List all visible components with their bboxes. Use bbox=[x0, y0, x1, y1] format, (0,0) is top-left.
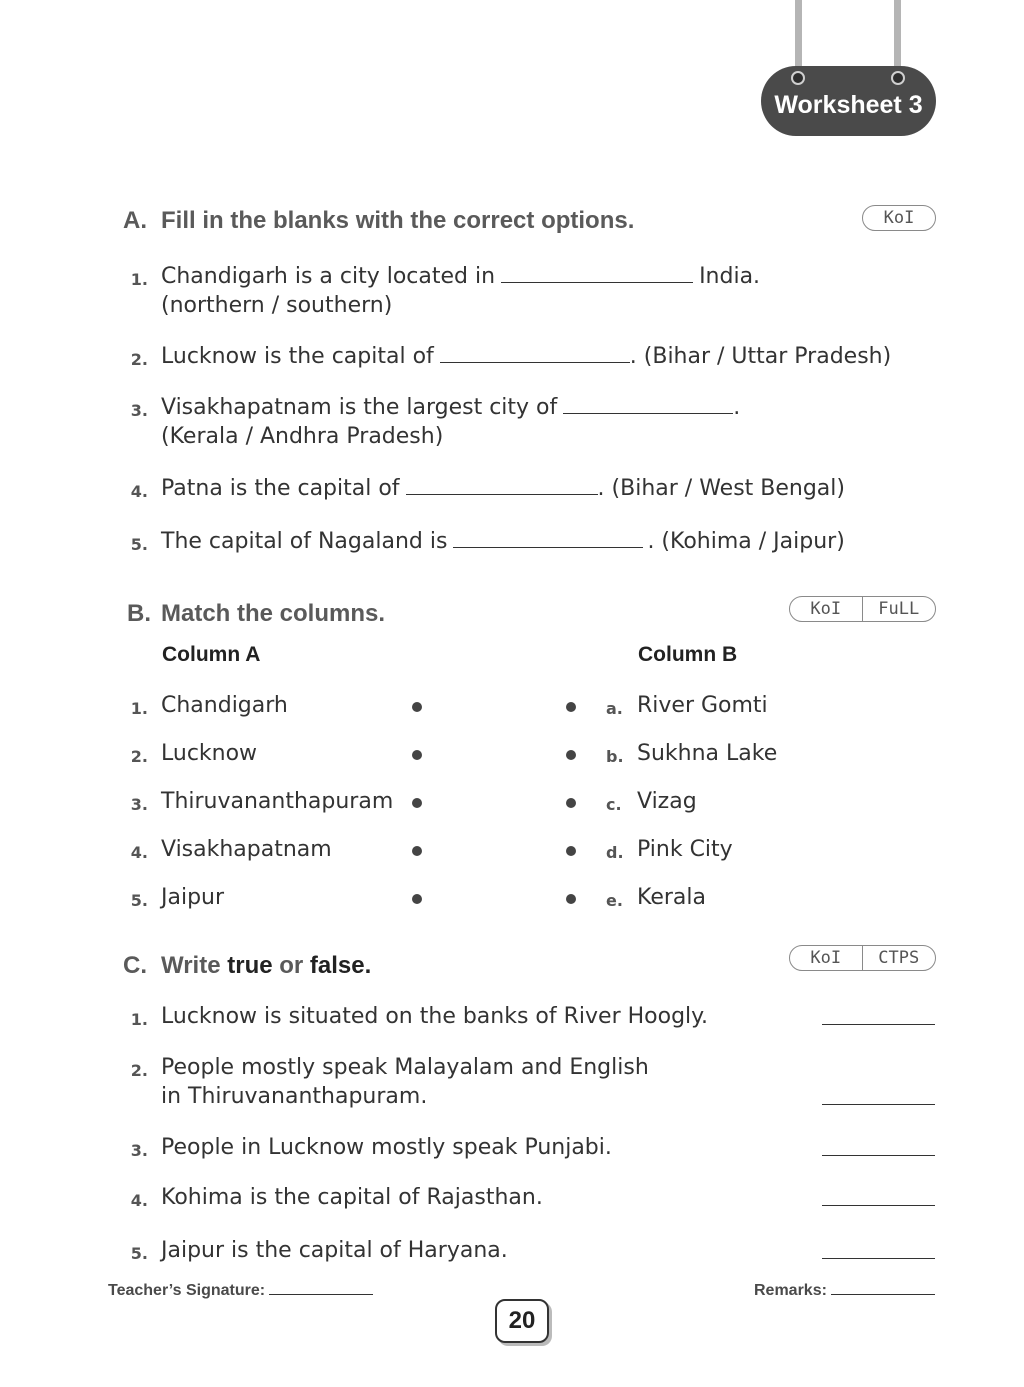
answer-blank[interactable] bbox=[501, 281, 693, 283]
answer-blank[interactable] bbox=[822, 1103, 935, 1105]
fill-blank-question bbox=[161, 264, 760, 289]
match-dot-left[interactable] bbox=[412, 750, 422, 760]
section-a-letter: A. bbox=[123, 207, 147, 234]
item-number: 5. bbox=[130, 535, 148, 554]
match-dot-left[interactable] bbox=[412, 846, 422, 856]
title-text: or bbox=[272, 952, 310, 979]
question-text: Lucknow is the capital of bbox=[161, 344, 434, 369]
answer-blank[interactable] bbox=[440, 361, 630, 363]
worksheet-label: Worksheet 3 bbox=[761, 66, 936, 136]
page-number: 20 bbox=[495, 1299, 549, 1343]
item-number: 2. bbox=[130, 350, 148, 369]
item-number: 5. bbox=[130, 1244, 148, 1263]
question-text: India. bbox=[699, 264, 761, 289]
statement-text: People in Lucknow mostly speak Punjabi. bbox=[161, 1135, 612, 1160]
column-b-item: Vizag bbox=[637, 789, 697, 814]
statement-text: Lucknow is situated on the banks of River Hoogly. bbox=[161, 1004, 709, 1029]
match-dot-right[interactable] bbox=[566, 894, 576, 904]
item-letter: d. bbox=[606, 843, 624, 862]
item-number: 2. bbox=[130, 747, 148, 766]
question-text: The capital of Nagaland is bbox=[161, 529, 448, 554]
remarks bbox=[754, 1282, 935, 1300]
title-false: false bbox=[309, 952, 365, 979]
title-text: . bbox=[364, 952, 372, 979]
item-letter: e. bbox=[606, 891, 623, 910]
question-text: . (Bihar / Uttar Pradesh) bbox=[629, 344, 892, 369]
tag-ring-right bbox=[891, 71, 905, 85]
statement-text: Kohima is the capital of Rajasthan. bbox=[161, 1185, 543, 1210]
column-a-item: Chandigarh bbox=[161, 693, 288, 718]
question-text: Patna is the capital of bbox=[161, 476, 400, 501]
answer-blank[interactable] bbox=[822, 1023, 935, 1025]
statement-text: People mostly speak Malayalam and English bbox=[161, 1055, 649, 1080]
match-dot-left[interactable] bbox=[412, 798, 422, 808]
section-b-letter: B. bbox=[127, 600, 151, 627]
fill-blank-question bbox=[161, 476, 845, 501]
match-dot-left[interactable] bbox=[412, 894, 422, 904]
match-dot-right[interactable] bbox=[566, 846, 576, 856]
section-b-title: Match the columns. bbox=[161, 600, 386, 627]
item-letter: b. bbox=[606, 747, 624, 766]
column-b-item: Kerala bbox=[637, 885, 706, 910]
statement-text: in Thiruvananthapuram. bbox=[161, 1084, 428, 1109]
item-number: 4. bbox=[130, 1191, 148, 1210]
item-number: 4. bbox=[130, 482, 148, 501]
item-number: 3. bbox=[130, 401, 148, 420]
fill-blank-question bbox=[161, 344, 891, 369]
question-text: . (Kohima / Jaipur) bbox=[647, 529, 845, 554]
column-b-item: Pink City bbox=[637, 837, 733, 862]
match-dot-right[interactable] bbox=[566, 798, 576, 808]
answer-blank[interactable] bbox=[822, 1154, 935, 1156]
column-a-item: Thiruvananthapuram bbox=[161, 789, 394, 814]
tag-ring-left bbox=[791, 71, 805, 85]
title-true: true bbox=[227, 952, 273, 979]
section-a-title: Fill in the blanks with the correct options. bbox=[161, 207, 635, 234]
column-b-item: Sukhna Lake bbox=[637, 741, 778, 766]
item-number: 2. bbox=[130, 1061, 148, 1080]
section-a-badge bbox=[862, 205, 936, 231]
signature-line[interactable] bbox=[269, 1294, 373, 1295]
item-number: 4. bbox=[130, 843, 148, 862]
question-text: Chandigarh is a city located in bbox=[161, 264, 496, 289]
column-a-item: Lucknow bbox=[161, 741, 258, 766]
item-number: 1. bbox=[130, 270, 148, 289]
options-text: (northern / southern) bbox=[161, 293, 393, 318]
answer-blank[interactable] bbox=[563, 412, 733, 414]
options-text: (Kerala / Andhra Pradesh) bbox=[161, 424, 444, 449]
section-b-badge bbox=[789, 596, 936, 622]
question-text: . bbox=[733, 395, 741, 420]
column-b-item: River Gomti bbox=[637, 693, 768, 718]
section-c-letter: C. bbox=[123, 952, 147, 979]
section-c-title bbox=[161, 952, 371, 980]
answer-blank[interactable] bbox=[822, 1204, 935, 1206]
answer-blank[interactable] bbox=[822, 1257, 935, 1259]
item-number: 3. bbox=[130, 795, 148, 814]
item-number: 1. bbox=[130, 699, 148, 718]
item-letter: a. bbox=[606, 699, 623, 718]
item-number: 1. bbox=[130, 1010, 148, 1029]
question-text: Visakhapatnam is the largest city of bbox=[161, 395, 558, 420]
column-a-item: Visakhapatnam bbox=[161, 837, 332, 862]
remarks-label: Remarks: bbox=[754, 1282, 827, 1299]
fill-blank-question bbox=[161, 395, 740, 420]
teacher-signature-label: Teacher’s Signature: bbox=[108, 1282, 266, 1299]
badge-full: FuLL bbox=[862, 597, 936, 621]
badge-koi: KoI bbox=[810, 599, 842, 619]
badge-koi: KoI bbox=[883, 208, 915, 228]
item-number: 3. bbox=[130, 1141, 148, 1160]
item-number: 5. bbox=[130, 891, 148, 910]
teacher-signature bbox=[108, 1282, 373, 1300]
badge-koi: KoI bbox=[810, 948, 842, 968]
match-dot-right[interactable] bbox=[566, 750, 576, 760]
match-dot-right[interactable] bbox=[566, 702, 576, 712]
fill-blank-question bbox=[161, 529, 845, 554]
question-text: . (Bihar / West Bengal) bbox=[597, 476, 845, 501]
remarks-line[interactable] bbox=[831, 1294, 935, 1295]
statement-text: Jaipur is the capital of Haryana. bbox=[161, 1238, 508, 1263]
title-text: Write bbox=[161, 952, 228, 979]
section-c-badge bbox=[789, 945, 936, 971]
badge-ctps: CTPS bbox=[862, 946, 936, 970]
column-a-item: Jaipur bbox=[161, 885, 225, 910]
item-letter: c. bbox=[606, 795, 622, 814]
answer-blank[interactable] bbox=[453, 546, 643, 548]
column-a-header: Column A bbox=[162, 643, 261, 666]
column-b-header: Column B bbox=[638, 643, 738, 666]
answer-blank[interactable] bbox=[406, 493, 598, 495]
match-dot-left[interactable] bbox=[412, 702, 422, 712]
